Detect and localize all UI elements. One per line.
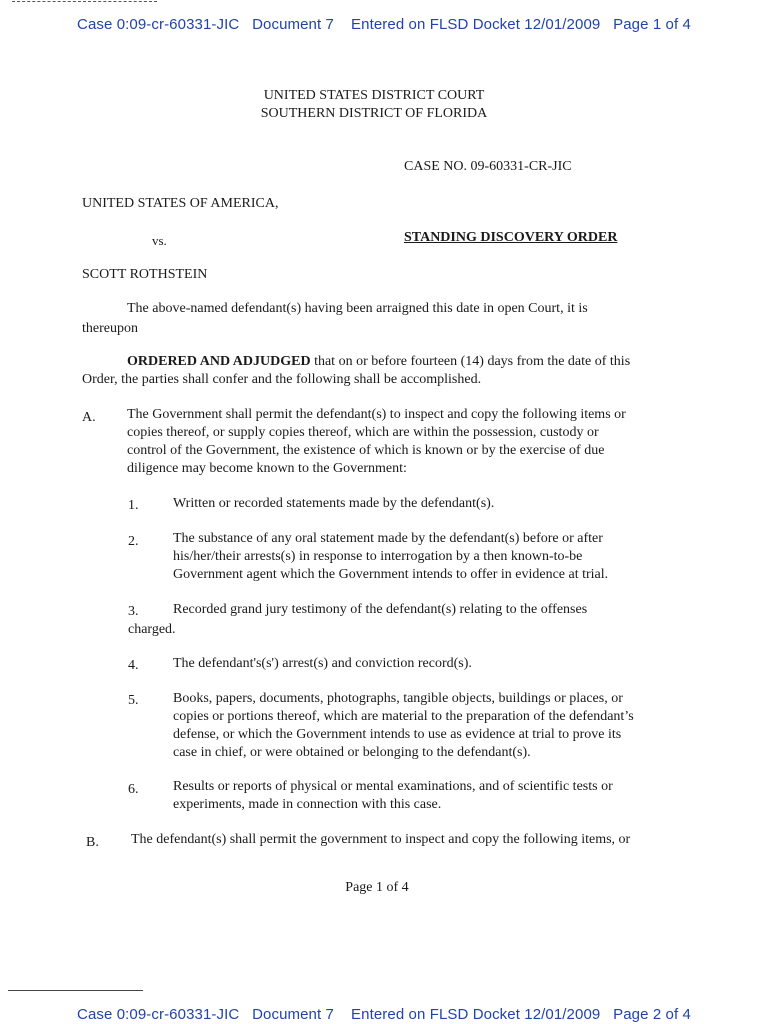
intro-line-2: thereupon xyxy=(82,321,138,336)
order-title: STANDING DISCOVERY ORDER xyxy=(404,230,618,245)
case-number: CASE NO. 09-60331-CR-JIC xyxy=(404,159,572,174)
intro-line-1: The above-named defendant(s) having been arraigned this date in open Court, it is xyxy=(127,301,588,316)
item-text: copies or portions thereof, which are material to the preparation of the defendant’s xyxy=(173,709,634,724)
item-text: Books, papers, documents, photographs, tangible objects, buildings or places, or xyxy=(173,691,623,706)
item-text: Government agent which the Government intends to offer in evidence at trial. xyxy=(173,567,609,582)
ordered-line-1 xyxy=(127,353,630,371)
section-a-marker: A. xyxy=(82,410,96,425)
section-a-line: control of the Government, the existence of which is known or by the exercise of due xyxy=(127,443,605,458)
item-text: Recorded grand jury testimony of the defendant(s) relating to the offenses xyxy=(173,602,588,617)
defendant-name: SCOTT ROTHSTEIN xyxy=(82,267,208,282)
page-footer: Page 1 of 4 xyxy=(345,880,409,895)
item-number: 4. xyxy=(128,658,139,673)
court-district: SOUTHERN DISTRICT OF FLORIDA xyxy=(260,106,488,121)
item-text: The substance of any oral statement made by the defendant(s) before or after xyxy=(173,531,603,546)
item-number: 1. xyxy=(128,498,139,513)
item-text: The defendant's(s') arrest(s) and conviction record(s). xyxy=(173,656,472,671)
section-a-line: copies thereof, or supply copies thereof, which are within the possession, custody or xyxy=(127,425,599,440)
versus-label: vs. xyxy=(152,233,167,248)
ecf-header-stamp-next: Case 0:09-cr-60331-JIC Document 7 Entered on FLSD Docket 12/01/2009 Page 2 of 4 xyxy=(77,1006,691,1023)
ordered-lead: ORDERED AND ADJUDGED xyxy=(127,354,311,369)
section-b-line: The defendant(s) shall permit the government to inspect and copy the following items, or xyxy=(131,832,631,847)
scan-rule-bottom xyxy=(8,990,143,991)
ordered-line-2: Order, the parties shall confer and the following shall be accomplished. xyxy=(82,372,482,387)
plaintiff-name: UNITED STATES OF AMERICA, xyxy=(82,196,279,211)
section-a-line: diligence may become known to the Government: xyxy=(127,461,407,476)
item-text: defense, or which the Government intends to use as evidence at trial to prove its xyxy=(173,727,622,742)
item-number: 6. xyxy=(128,782,139,797)
item-text: Written or recorded statements made by the defendant(s). xyxy=(173,496,495,511)
item-number: 3. xyxy=(128,604,139,619)
item-text: charged. xyxy=(128,622,176,637)
section-a-line: The Government shall permit the defendant(s) to inspect and copy the following items or xyxy=(127,407,626,422)
item-text: Results or reports of physical or mental examinations, and of scientific tests or xyxy=(173,779,613,794)
section-b-marker: B. xyxy=(86,835,99,850)
item-text: experiments, made in connection with this case. xyxy=(173,797,442,812)
item-number: 2. xyxy=(128,534,139,549)
scan-rule-top xyxy=(12,1,157,2)
item-number: 5. xyxy=(128,693,139,708)
item-text: his/her/their arrests(s) in response to interrogation by a then known-to-be xyxy=(173,549,583,564)
court-name: UNITED STATES DISTRICT COURT xyxy=(263,88,485,103)
ordered-rest: that on or before fourteen (14) days from the date of this xyxy=(310,354,631,369)
ecf-header-stamp: Case 0:09-cr-60331-JIC Document 7 Entered on FLSD Docket 12/01/2009 Page 1 of 4 xyxy=(77,16,691,33)
item-text: case in chief, or were obtained or belonging to the defendant(s). xyxy=(173,745,531,760)
